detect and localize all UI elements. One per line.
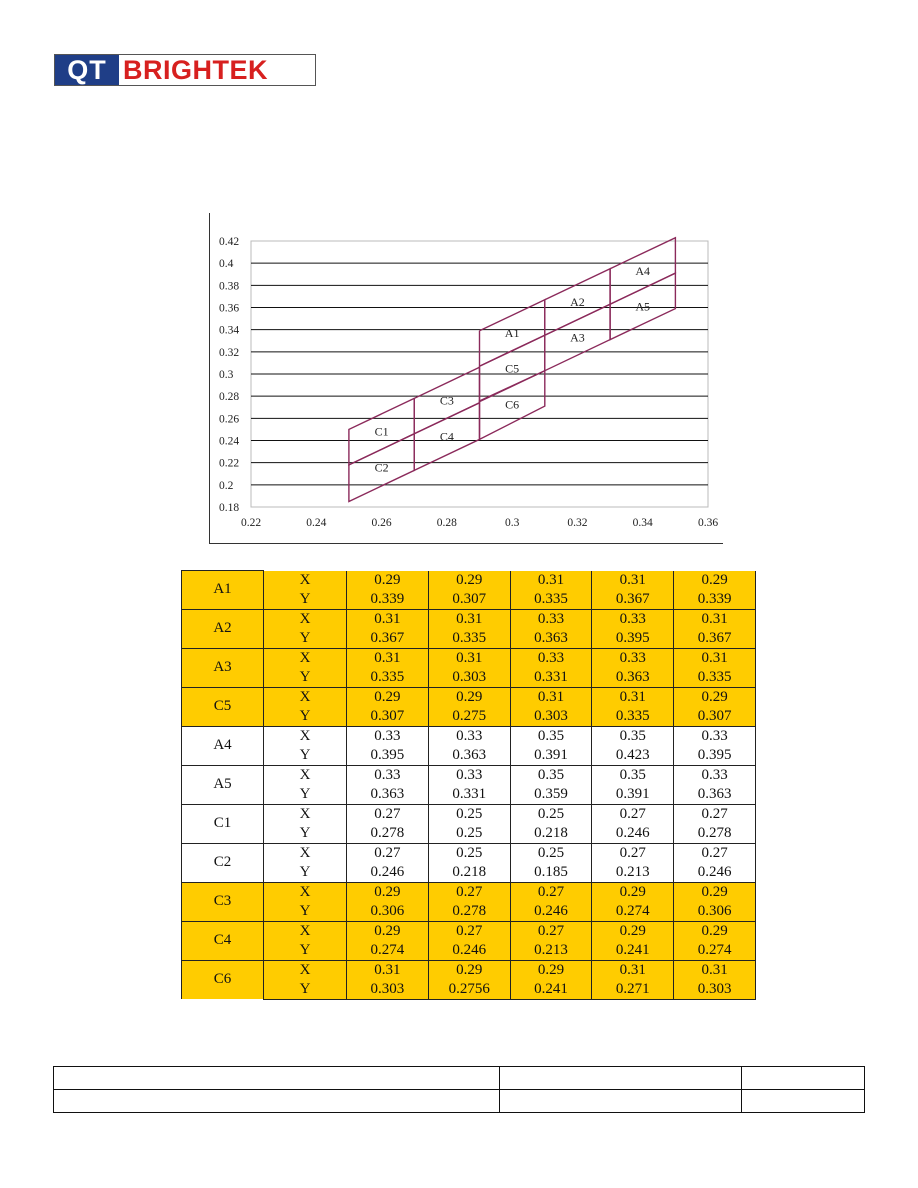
y-value-cell: 0.395 — [674, 746, 756, 766]
table-row-a2-y — [182, 629, 756, 649]
x-value-cell: 0.27 — [674, 843, 756, 863]
y-value-cell: 0.274 — [592, 902, 674, 922]
y-value-cell: 0.367 — [592, 590, 674, 610]
y-value-cell: 0.278 — [674, 824, 756, 844]
y-value-cell: 0.185 — [510, 863, 592, 883]
y-value-cell: 0.423 — [592, 746, 674, 766]
x-value-cell: 0.29 — [428, 571, 510, 590]
axis-label-cell: Y — [264, 707, 347, 727]
y-tick-label: 0.36 — [219, 302, 240, 315]
axis-label-cell: Y — [264, 941, 347, 961]
y-value-cell: 0.303 — [347, 980, 429, 1000]
y-value-cell: 0.218 — [428, 863, 510, 883]
y-value-cell: 0.303 — [510, 707, 592, 727]
x-value-cell: 0.29 — [347, 921, 429, 941]
footer-cell — [500, 1067, 742, 1090]
region-label-c3: C3 — [439, 393, 454, 408]
x-value-cell: 0.31 — [510, 687, 592, 707]
axis-label-cell: Y — [264, 668, 347, 688]
x-value-cell: 0.29 — [592, 921, 674, 941]
x-tick-label: 0.32 — [567, 517, 588, 529]
x-value-cell: 0.35 — [592, 726, 674, 746]
x-value-cell: 0.31 — [428, 648, 510, 668]
y-value-cell: 0.331 — [510, 668, 592, 688]
x-tick-label: 0.28 — [436, 517, 457, 529]
table-row-a1-x — [182, 571, 756, 590]
y-value-cell: 0.271 — [592, 980, 674, 1000]
bin-coordinates-table — [181, 570, 756, 1000]
x-value-cell: 0.31 — [674, 648, 756, 668]
bin-name-cell: A5 — [182, 765, 264, 804]
y-tick-label: 0.2 — [219, 479, 234, 492]
y-value-cell: 0.391 — [592, 785, 674, 805]
bin-name-cell: C1 — [182, 804, 264, 843]
region-label-a1: A1 — [504, 325, 520, 340]
x-value-cell: 0.33 — [592, 609, 674, 629]
y-tick-label: 0.26 — [219, 413, 240, 426]
footer-row — [54, 1067, 865, 1090]
axis-label-cell: X — [264, 726, 347, 746]
x-value-cell: 0.29 — [347, 571, 429, 590]
x-tick-label: 0.3 — [504, 517, 520, 529]
y-value-cell: 0.218 — [510, 824, 592, 844]
y-value-cell: 0.246 — [674, 863, 756, 883]
x-tick-label: 0.24 — [306, 517, 327, 529]
table-row-c2-y — [182, 863, 756, 883]
y-value-cell: 0.274 — [674, 941, 756, 961]
x-value-cell: 0.31 — [592, 571, 674, 590]
region-label-a3: A3 — [570, 330, 585, 345]
x-value-cell: 0.29 — [347, 687, 429, 707]
x-value-cell: 0.31 — [510, 571, 592, 590]
table-row-c5-x — [182, 687, 756, 707]
bin-name-cell: A2 — [182, 609, 264, 648]
y-value-cell: 0.278 — [347, 824, 429, 844]
y-value-cell: 0.335 — [510, 590, 592, 610]
x-value-cell: 0.33 — [428, 726, 510, 746]
table-row-c3-y — [182, 902, 756, 922]
y-value-cell: 0.331 — [428, 785, 510, 805]
x-value-cell: 0.31 — [347, 609, 429, 629]
x-value-cell: 0.35 — [510, 726, 592, 746]
axis-label-cell: X — [264, 804, 347, 824]
region-label-a5: A5 — [635, 299, 651, 314]
table-row-c6-y — [182, 980, 756, 1000]
x-value-cell: 0.35 — [510, 765, 592, 785]
y-value-cell: 0.363 — [674, 785, 756, 805]
y-value-cell: 0.367 — [347, 629, 429, 649]
axis-label-cell: X — [264, 571, 347, 590]
y-value-cell: 0.395 — [347, 746, 429, 766]
axis-label-cell: Y — [264, 629, 347, 649]
y-value-cell: 0.307 — [674, 707, 756, 727]
x-value-cell: 0.27 — [674, 804, 756, 824]
y-value-cell: 0.213 — [510, 941, 592, 961]
y-tick-label: 0.24 — [219, 435, 240, 448]
table-row-a3-x — [182, 648, 756, 668]
x-value-cell: 0.27 — [510, 921, 592, 941]
axis-label-cell: X — [264, 648, 347, 668]
axis-label-cell: X — [264, 960, 347, 980]
region-label-c6: C6 — [505, 397, 520, 412]
axis-label-cell: Y — [264, 746, 347, 766]
axis-label-cell: X — [264, 921, 347, 941]
y-value-cell: 0.335 — [674, 668, 756, 688]
y-value-cell: 0.25 — [428, 824, 510, 844]
chromaticity-chart — [209, 213, 723, 544]
x-value-cell: 0.25 — [510, 843, 592, 863]
x-value-cell: 0.31 — [347, 960, 429, 980]
region-label-c5: C5 — [505, 361, 520, 376]
bin-name-cell: C4 — [182, 921, 264, 960]
table-row-a4-x — [182, 726, 756, 746]
y-value-cell: 0.363 — [347, 785, 429, 805]
y-value-cell: 0.363 — [592, 668, 674, 688]
axis-label-cell: Y — [264, 590, 347, 610]
bin-name-cell: C3 — [182, 882, 264, 921]
region-label-c2: C2 — [374, 460, 389, 475]
bin-name-cell: C5 — [182, 687, 264, 726]
x-value-cell: 0.31 — [592, 960, 674, 980]
y-value-cell: 0.275 — [428, 707, 510, 727]
y-value-cell: 0.246 — [510, 902, 592, 922]
y-value-cell: 0.335 — [592, 707, 674, 727]
axis-label-cell: Y — [264, 863, 347, 883]
axis-label-cell: Y — [264, 902, 347, 922]
x-value-cell: 0.29 — [428, 960, 510, 980]
y-tick-label: 0.4 — [219, 258, 234, 271]
footer-cell — [54, 1067, 500, 1090]
chart-plot-area — [210, 213, 724, 544]
region-label-c1: C1 — [374, 424, 389, 439]
y-value-cell: 0.306 — [674, 902, 756, 922]
bin-name-cell: C2 — [182, 843, 264, 882]
y-value-cell: 0.363 — [428, 746, 510, 766]
y-value-cell: 0.359 — [510, 785, 592, 805]
x-value-cell: 0.33 — [428, 765, 510, 785]
region-label-c4: C4 — [439, 429, 454, 444]
x-value-cell: 0.31 — [428, 609, 510, 629]
footer-cell — [742, 1067, 865, 1090]
table-row-a1-y — [182, 590, 756, 610]
axis-label-cell: X — [264, 882, 347, 902]
footer-table — [53, 1066, 865, 1113]
table-row-a5-y — [182, 785, 756, 805]
y-value-cell: 0.241 — [592, 941, 674, 961]
x-value-cell: 0.27 — [592, 804, 674, 824]
y-value-cell: 0.274 — [347, 941, 429, 961]
y-value-cell: 0.395 — [592, 629, 674, 649]
y-value-cell: 0.307 — [428, 590, 510, 610]
x-value-cell: 0.29 — [428, 687, 510, 707]
x-value-cell: 0.33 — [674, 765, 756, 785]
y-tick-label: 0.42 — [219, 236, 240, 248]
x-value-cell: 0.33 — [510, 648, 592, 668]
axis-label-cell: Y — [264, 824, 347, 844]
axis-label-cell: Y — [264, 980, 347, 1000]
axis-label-cell: X — [264, 609, 347, 629]
y-value-cell: 0.246 — [592, 824, 674, 844]
table-row-a5-x — [182, 765, 756, 785]
table-row-a4-y — [182, 746, 756, 766]
x-value-cell: 0.27 — [347, 804, 429, 824]
x-tick-label: 0.34 — [632, 517, 653, 529]
table-row-c3-x — [182, 882, 756, 902]
bin-name-cell: A3 — [182, 648, 264, 687]
x-value-cell: 0.33 — [347, 726, 429, 746]
region-label-a4: A4 — [635, 263, 651, 278]
table-row-c4-x — [182, 921, 756, 941]
x-value-cell: 0.29 — [592, 882, 674, 902]
x-value-cell: 0.29 — [347, 882, 429, 902]
x-value-cell: 0.29 — [674, 571, 756, 590]
y-tick-label: 0.32 — [219, 346, 240, 359]
x-value-cell: 0.27 — [347, 843, 429, 863]
y-value-cell: 0.367 — [674, 629, 756, 649]
x-value-cell: 0.27 — [428, 882, 510, 902]
x-tick-label: 0.26 — [371, 517, 392, 529]
x-value-cell: 0.33 — [674, 726, 756, 746]
axis-label-cell: X — [264, 843, 347, 863]
y-value-cell: 0.246 — [428, 941, 510, 961]
table-row-c4-y — [182, 941, 756, 961]
y-value-cell: 0.246 — [347, 863, 429, 883]
y-value-cell: 0.2756 — [428, 980, 510, 1000]
footer-cell — [742, 1090, 865, 1113]
x-value-cell: 0.33 — [510, 609, 592, 629]
axis-label-cell: X — [264, 765, 347, 785]
logo-brightek-text: BRIGHTEK — [119, 55, 315, 85]
x-value-cell: 0.29 — [674, 687, 756, 707]
x-value-cell: 0.27 — [592, 843, 674, 863]
bin-name-cell: A4 — [182, 726, 264, 765]
x-tick-label: 0.36 — [697, 517, 719, 529]
y-tick-label: 0.22 — [219, 457, 240, 470]
y-tick-label: 0.28 — [219, 391, 240, 404]
x-value-cell: 0.25 — [428, 804, 510, 824]
y-value-cell: 0.241 — [510, 980, 592, 1000]
table-row-c1-x — [182, 804, 756, 824]
y-value-cell: 0.339 — [674, 590, 756, 610]
y-value-cell: 0.278 — [428, 902, 510, 922]
y-value-cell: 0.363 — [510, 629, 592, 649]
x-value-cell: 0.31 — [592, 687, 674, 707]
table-row-c6-x — [182, 960, 756, 980]
table-row-c1-y — [182, 824, 756, 844]
x-value-cell: 0.33 — [347, 765, 429, 785]
x-value-cell: 0.29 — [674, 882, 756, 902]
x-value-cell: 0.27 — [428, 921, 510, 941]
bin-name-cell: C6 — [182, 960, 264, 999]
bin-name-cell: A1 — [182, 571, 264, 610]
y-value-cell: 0.306 — [347, 902, 429, 922]
x-value-cell: 0.25 — [428, 843, 510, 863]
y-value-cell: 0.335 — [428, 629, 510, 649]
footer-cell — [500, 1090, 742, 1113]
y-value-cell: 0.307 — [347, 707, 429, 727]
x-value-cell: 0.29 — [674, 921, 756, 941]
y-value-cell: 0.303 — [428, 668, 510, 688]
table-row-c5-y — [182, 707, 756, 727]
y-value-cell: 0.391 — [510, 746, 592, 766]
footer-row — [54, 1090, 865, 1113]
x-value-cell: 0.35 — [592, 765, 674, 785]
y-tick-label: 0.3 — [219, 369, 234, 381]
x-value-cell: 0.25 — [510, 804, 592, 824]
table-row-c2-x — [182, 843, 756, 863]
qt-brightek-logo — [54, 54, 316, 86]
table-row-a3-y — [182, 668, 756, 688]
logo-qt-text: QT — [55, 55, 119, 85]
x-value-cell: 0.27 — [510, 882, 592, 902]
region-label-a2: A2 — [570, 294, 585, 309]
y-tick-label: 0.34 — [219, 324, 240, 337]
x-value-cell: 0.31 — [347, 648, 429, 668]
x-value-cell: 0.29 — [510, 960, 592, 980]
x-value-cell: 0.31 — [674, 609, 756, 629]
y-value-cell: 0.335 — [347, 668, 429, 688]
axis-label-cell: Y — [264, 785, 347, 805]
x-tick-label: 0.22 — [240, 517, 262, 529]
y-value-cell: 0.303 — [674, 980, 756, 1000]
x-value-cell: 0.31 — [674, 960, 756, 980]
table-row-a2-x — [182, 609, 756, 629]
footer-cell — [54, 1090, 500, 1113]
x-value-cell: 0.33 — [592, 648, 674, 668]
axis-label-cell: X — [264, 687, 347, 707]
y-tick-label: 0.38 — [219, 280, 240, 293]
y-value-cell: 0.339 — [347, 590, 429, 610]
y-value-cell: 0.213 — [592, 863, 674, 883]
y-tick-label: 0.18 — [219, 502, 240, 514]
